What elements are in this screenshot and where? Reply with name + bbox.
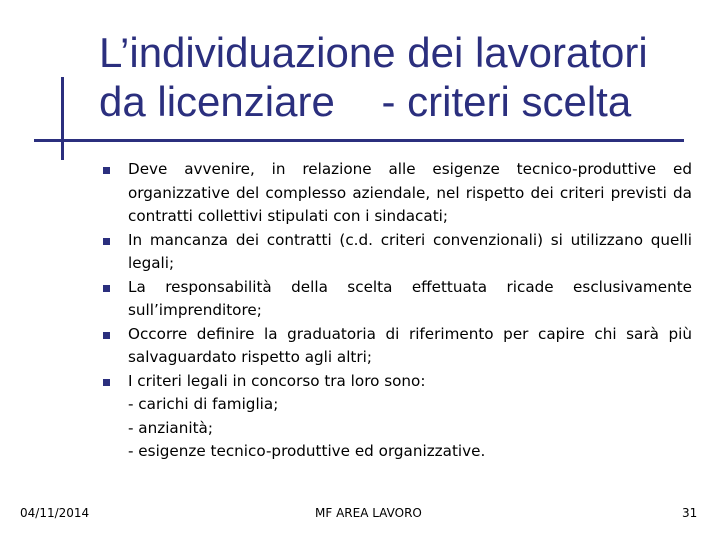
bullet-text: Occorre definire la graduatoria di riferimento per capire chi sarà più salvaguardato rispetto agli altri; (128, 324, 692, 366)
title-underline (34, 139, 684, 142)
sub-item: - anzianità; (128, 418, 213, 437)
footer-center-text: MF AREA LAVORO (315, 506, 422, 520)
bullet-text: La responsabilità della scelta effettuata ricade esclusivamente sull’imprenditore; (128, 277, 692, 319)
slide-title-line-2: da licenziare - criteri scelta (99, 78, 632, 125)
footer-date: 04/11/2014 (20, 506, 90, 520)
bullet-item (100, 276, 692, 323)
bullet-item (100, 370, 692, 394)
sub-item: - carichi di famiglia; (128, 395, 279, 413)
slide-title (99, 28, 699, 126)
page-number: 31 (682, 506, 698, 520)
bullet-text: I criteri legali in concorso tra loro sono: (128, 371, 426, 390)
slide-title-line-1: L’individuazione dei lavoratori (99, 29, 648, 76)
bullet-text: In mancanza dei contratti (c.d. criteri convenzionali) si utilizzano quelli legali; (128, 230, 692, 272)
square-bullet-icon (103, 332, 110, 339)
bullet-item (100, 323, 692, 370)
square-bullet-icon (103, 379, 110, 386)
sub-item: - esigenze tecnico-produttive ed organizzative. (128, 442, 486, 460)
bullet-item (100, 158, 692, 229)
square-bullet-icon (103, 238, 110, 245)
bullet-list (100, 158, 692, 464)
square-bullet-icon (103, 167, 110, 174)
bullet-item (100, 229, 692, 276)
square-bullet-icon (103, 285, 110, 292)
title-accent-vertical-line (61, 77, 64, 160)
bullet-text: Deve avvenire, in relazione alle esigenze tecnico-produttive ed organizzative del complesso aziendale, nel rispetto dei criteri previsti da contratti collettivi stipulati con i sindacati; (128, 160, 692, 225)
